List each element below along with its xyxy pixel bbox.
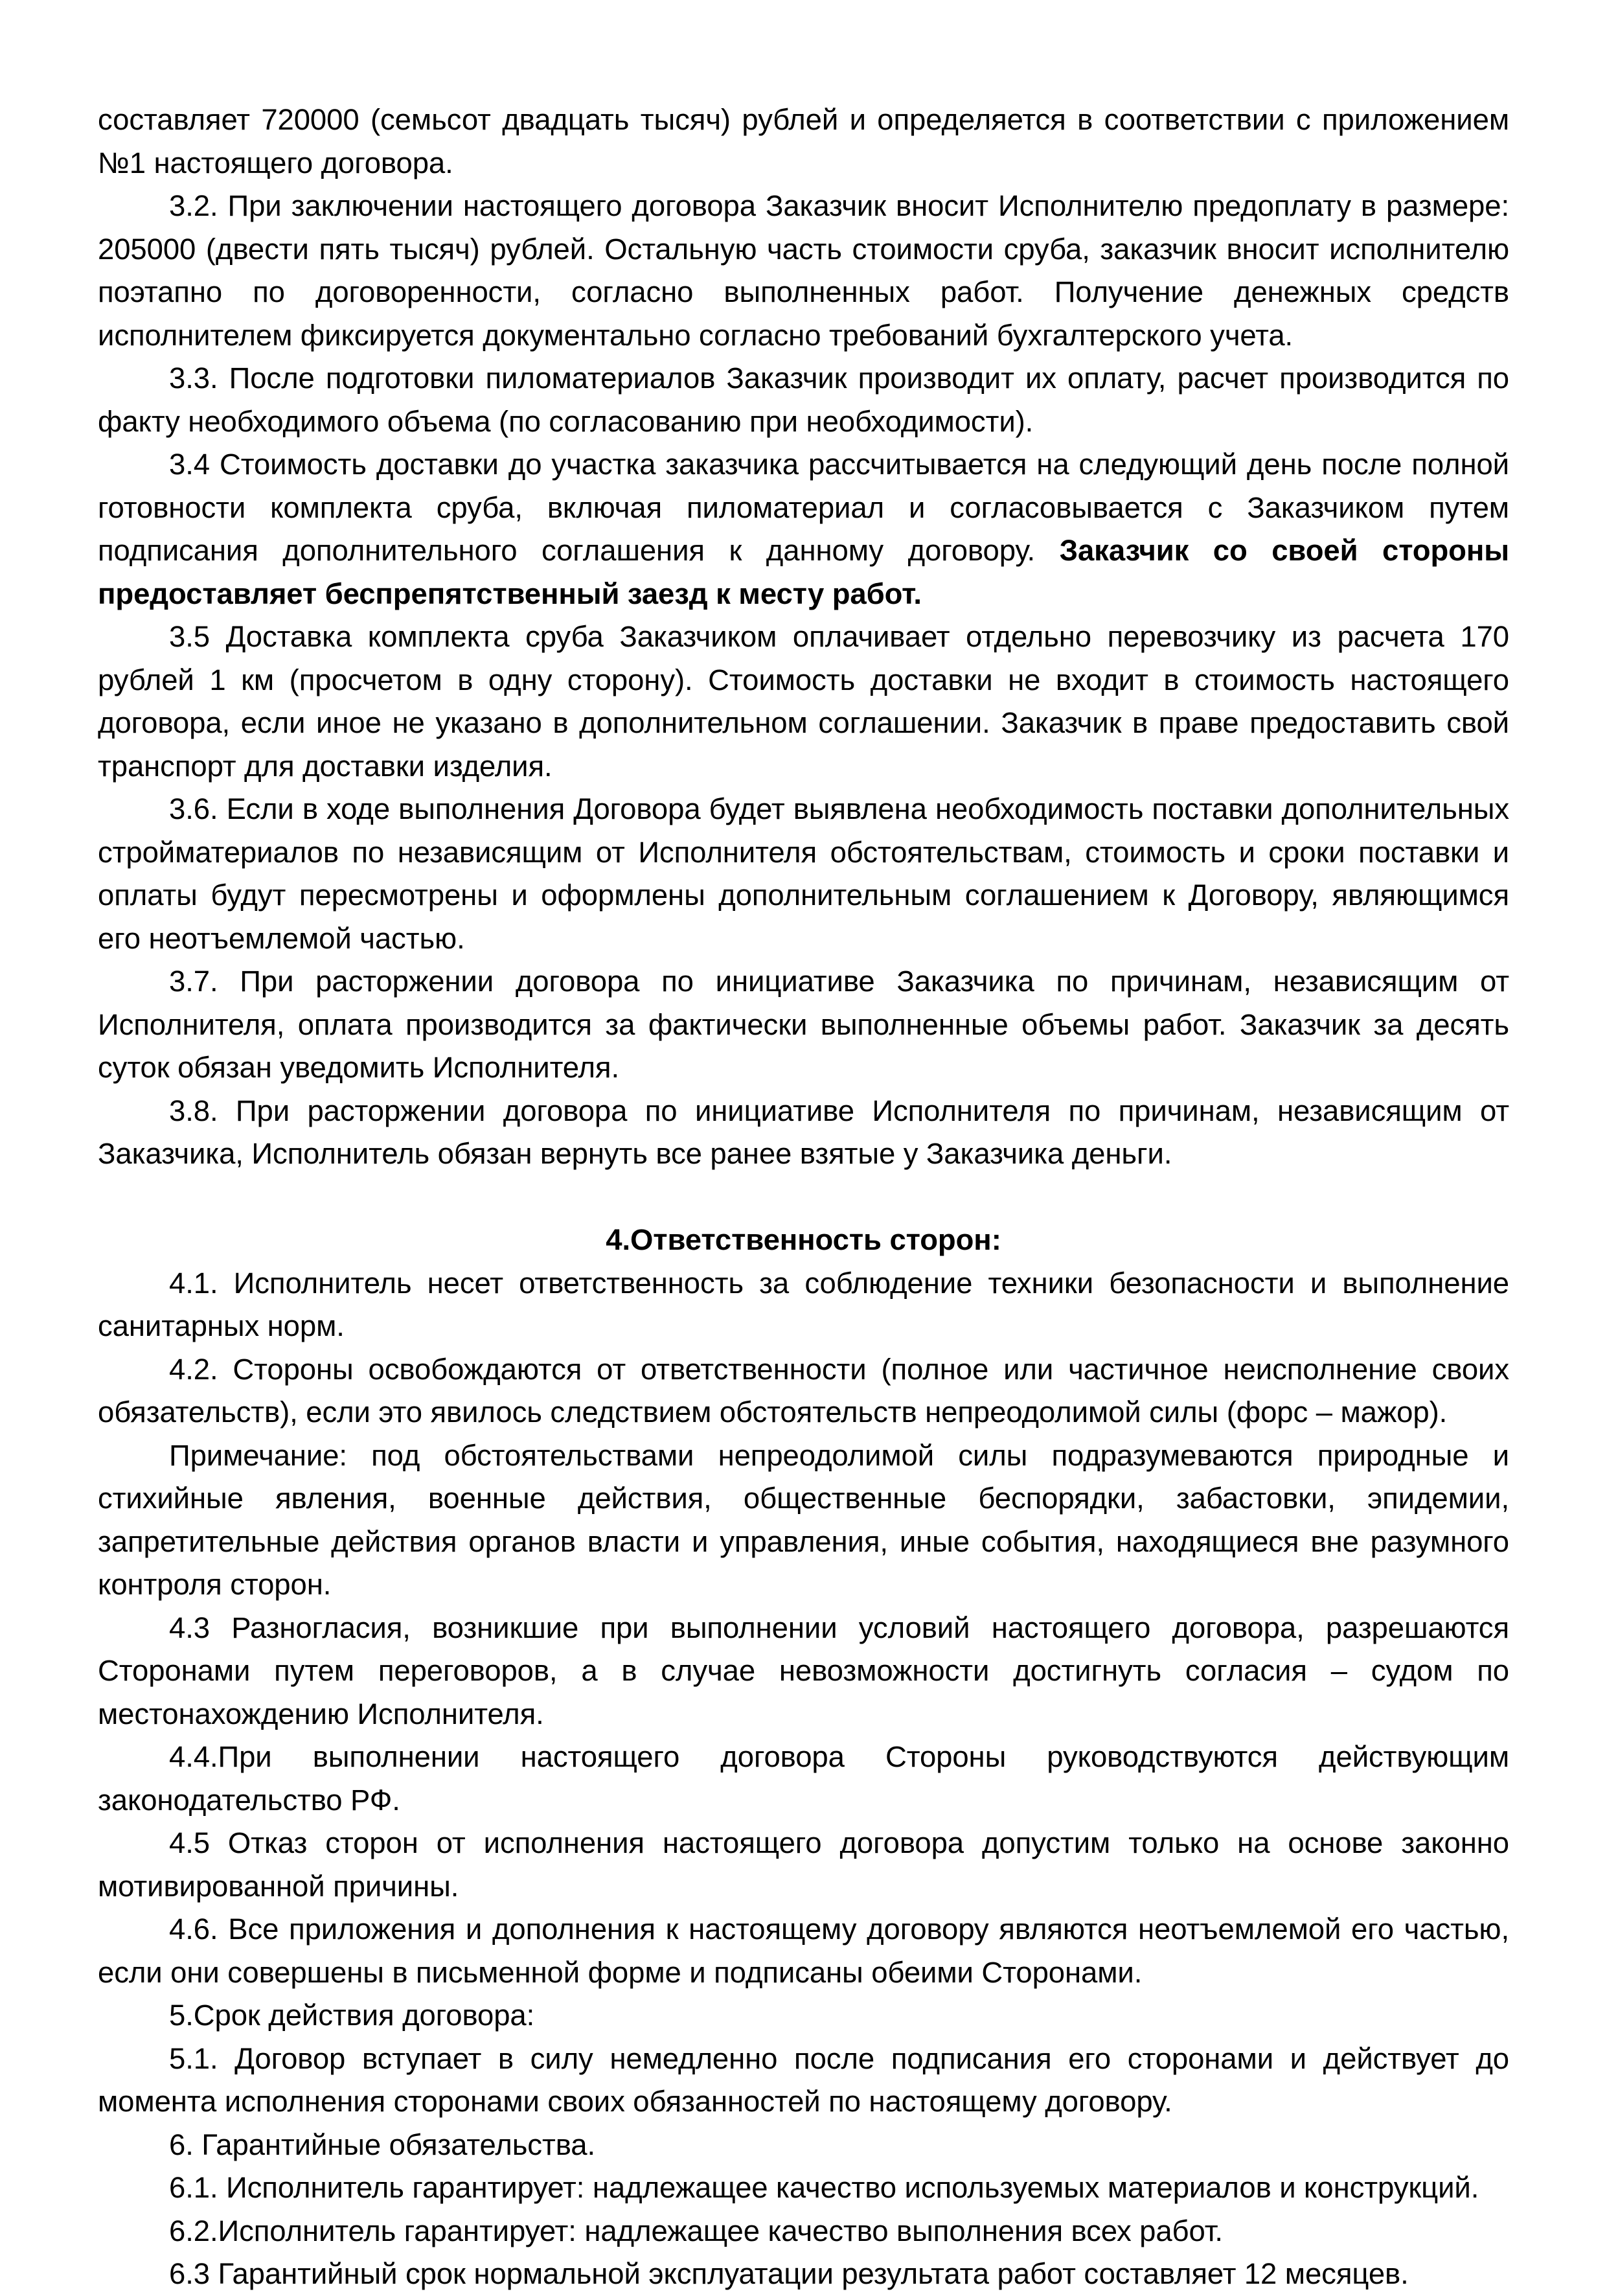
section-4-heading: 4.Ответственность сторон: [606, 1223, 1001, 1256]
clause-3-2: 3.2. При заключении настоящего договора Заказчик вносит Исполнителю предоплату в размере: 205000 (двести пять тысяч) рублей. Остальную часть стоимости сруба, заказчик вносит исполнителю поэтапно по договоренности, согласно выполненных работ. Получение денежных средств исполнителем фиксируется документально согласно требований бухгалтерского учета. [98, 189, 1509, 352]
section-5-heading: 5.Срок действия договора: [169, 1999, 535, 2032]
clause-4-note: Примечание: под обстоятельствами непреодолимой силы подразумеваются природные и стихийные явления, военные действия, общественные беспорядки, забастовки, эпидемии, запретительные действия органов власти и управления, иные события, находящиеся вне разумного контроля сторон. [98, 1438, 1509, 1601]
clause-4-5: 4.5 Отказ сторон от исполнения настоящего договора допустим только на основе законно мотивированной причины. [98, 1826, 1509, 1903]
clause-3-5: 3.5 Доставка комплекта сруба Заказчиком оплачивает отдельно перевозчику из расчета 170 рублей 1 км (просчетом в одну сторону). Стоимость доставки не входит в стоимость настоящего договора, если иное не указано в дополнительном соглашении. Заказчик в праве предоставить свой транспорт для доставки изделия. [98, 620, 1509, 783]
clause-3-3: 3.3. После подготовки пиломатериалов Заказчик производит их оплату, расчет производится по факту необходимого объема (по согласованию при необходимости). [98, 362, 1509, 438]
clause-3-7: 3.7. При расторжении договора по инициативе Заказчика по причинам, независящим от Исполнителя, оплата производится за фактически выполненные объемы работ. Заказчик за десять суток обязан уведомить Исполнителя. [98, 965, 1509, 1084]
clause-3-4-bold-emphasis: Заказчик со своей стороны предоставляет беспрепятственный заезд к месту работ. [98, 534, 1509, 610]
clause-4-3: 4.3 Разногласия, возникшие при выполнении условий настоящего договора, разрешаются Сторонами путем переговоров, а в случае невозможности достигнуть согласия – судом по местонахождению Исполнителя. [98, 1611, 1509, 1730]
clause-3-8: 3.8. При расторжении договора по инициативе Исполнителя по причинам, независящим от Заказчика, Исполнитель обязан вернуть все ранее взятые у Заказчика деньги. [98, 1094, 1509, 1170]
section-6-heading: 6. Гарантийные обязательства. [169, 2128, 596, 2161]
clause-4-4: 4.4.При выполнении настоящего договора Стороны руководствуются действующим законодательство РФ. [98, 1740, 1509, 1817]
clause-4-2: 4.2. Стороны освобождаются от ответственности (полное или частичное неисполнение своих обязательств), если это явилось следствием обстоятельств непреодолимой силы (форс – мажор). [98, 1352, 1509, 1429]
clause-3-6: 3.6. Если в ходе выполнения Договора будет выявлена необходимость поставки дополнительных стройматериалов по независящим от Исполнителя обстоятельствам, стоимость и сроки поставки и оплаты будут пересмотрены и оформлены дополнительным соглашением к Договору, являющимся его неотъемлемой частью. [98, 792, 1509, 955]
clause-3-4-text: 3.4 Стоимость доставки до участка заказчика рассчитывается на следующий день после полной готовности комплекта сруба, включая пиломатериал и согласовывается с Заказчиком путем подписания дополнительного соглашения к данному договору. [98, 448, 1509, 567]
clause-6-1: 6.1. Исполнитель гарантирует: надлежащее качество используемых материалов и конструкций. [169, 2171, 1479, 2204]
clause-4-6: 4.6. Все приложения и дополнения к настоящему договору являются неотъемлемой его частью, если они совершены в письменной форме и подписаны обеими Сторонами. [98, 1912, 1509, 1989]
section-gap-spacer [98, 1176, 1509, 1219]
clause-3-4 [98, 443, 1509, 615]
clause-6-3: 6.3 Гарантийный срок нормальной эксплуатации результата работ составляет 12 месяцев. [169, 2257, 1409, 2290]
clause-5-1: 5.1. Договор вступает в силу немедленно после подписания его сторонами и действует до момента исполнения сторонами своих обязанностей по настоящему договору. [98, 2041, 1509, 2118]
continuation-paragraph: составляет 720000 (семьсот двадцать тысяч) рублей и определяется в соответствии с приложением №1 настоящего договора. [98, 103, 1509, 179]
clause-6-2: 6.2.Исполнитель гарантирует: надлежащее качество выполнения всех работ. [169, 2214, 1223, 2247]
document-body [98, 98, 1509, 2296]
clause-4-1: 4.1. Исполнитель несет ответственность за соблюдение техники безопасности и выполнение санитарных норм. [98, 1266, 1509, 1342]
